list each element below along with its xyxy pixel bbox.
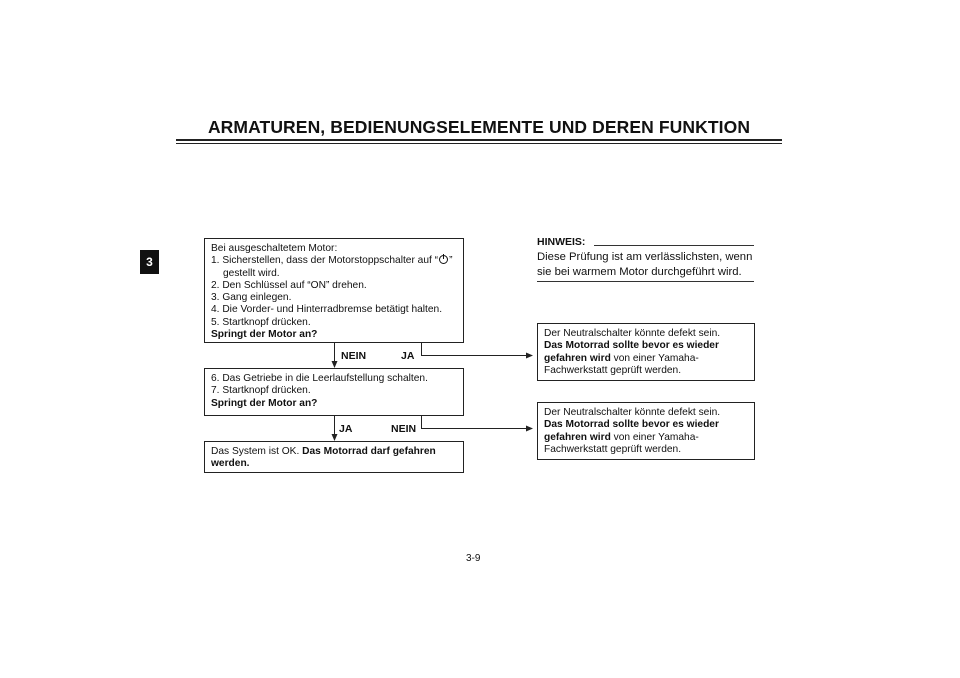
arrowhead-right1 [526,353,533,359]
note-line1: Diese Prüfung ist am verlässlichsten, wenn [537,251,753,263]
branch1-no-label: NEIN [341,350,367,362]
arrowhead-box3 [332,434,338,441]
arrowhead-box2 [332,361,338,368]
rbox2-line1: Der Neutralschalter könnte defekt sein. [544,407,721,418]
note-line2: sie bei warmem Motor durchgeführt wird. [537,265,742,278]
box1-line1: Bei ausgeschaltetem Motor: [211,243,338,254]
box2-line1: 6. Das Getriebe in die Leerlaufstellung schalten. [211,373,428,384]
box1-line6: 5. Startknopf drücken. [211,316,311,328]
rbox2-line4: Fachwerkstatt geprüft werden. [544,443,682,455]
box2-line2: 7. Startknopf drücken. [211,385,311,397]
arrow-box2-to-right2 [422,416,528,429]
note-title-rule [594,245,754,246]
branch2-no-label: NEIN [391,423,417,435]
box1-line2: 1. Sicherstellen, dass der Motorstoppschalter auf “ ” [211,255,453,267]
arrowhead-right2 [526,426,533,432]
box1-line3: 2. Den Schlüssel auf “ON” drehen. [211,279,367,291]
chapter-tab: 3 [140,250,159,274]
page-title: ARMATUREN, BEDIENUNGSELEMENTE UND DEREN FUNKTION [207,117,751,137]
note-text [537,250,757,279]
rbox1-line3: gefahren wird von einer Yamaha- [544,352,699,364]
branch2-yes-label: JA [339,423,353,435]
rbox2-line2: Das Motorrad sollte bevor es wieder [544,419,719,431]
rbox1-line2: Das Motorrad sollte bevor es wieder [544,340,719,352]
box3-line2: werden. [211,458,250,470]
rbox1-line1: Der Neutralschalter könnte defekt sein. [544,328,721,339]
box3-line1: Das System ist OK. Das Motorrad darf gefahren [211,446,436,457]
note-bottom-rule [537,281,754,282]
note-title: HINWEIS: [537,236,586,248]
page-number: 3-9 [466,553,481,564]
rbox2-line3: gefahren wird von einer Yamaha- [544,431,699,443]
box1-line4: 3. Gang einlegen. [211,292,292,304]
neutral-switch-defect-box-2 [537,402,755,460]
arrow-box1-to-right1 [422,343,528,356]
box2-question: Springt der Motor an? [211,397,318,409]
box1-line5: 4. Die Vorder- und Hinterradbremse betätigt halten. [211,304,443,316]
box1-line2-cont: gestellt wird. [223,267,280,279]
box1-question: Springt der Motor an? [211,329,318,341]
rbox1-line4: Fachwerkstatt geprüft werden. [544,364,682,376]
neutral-switch-defect-box-1 [537,323,755,381]
branch1-yes-label: JA [401,350,415,362]
